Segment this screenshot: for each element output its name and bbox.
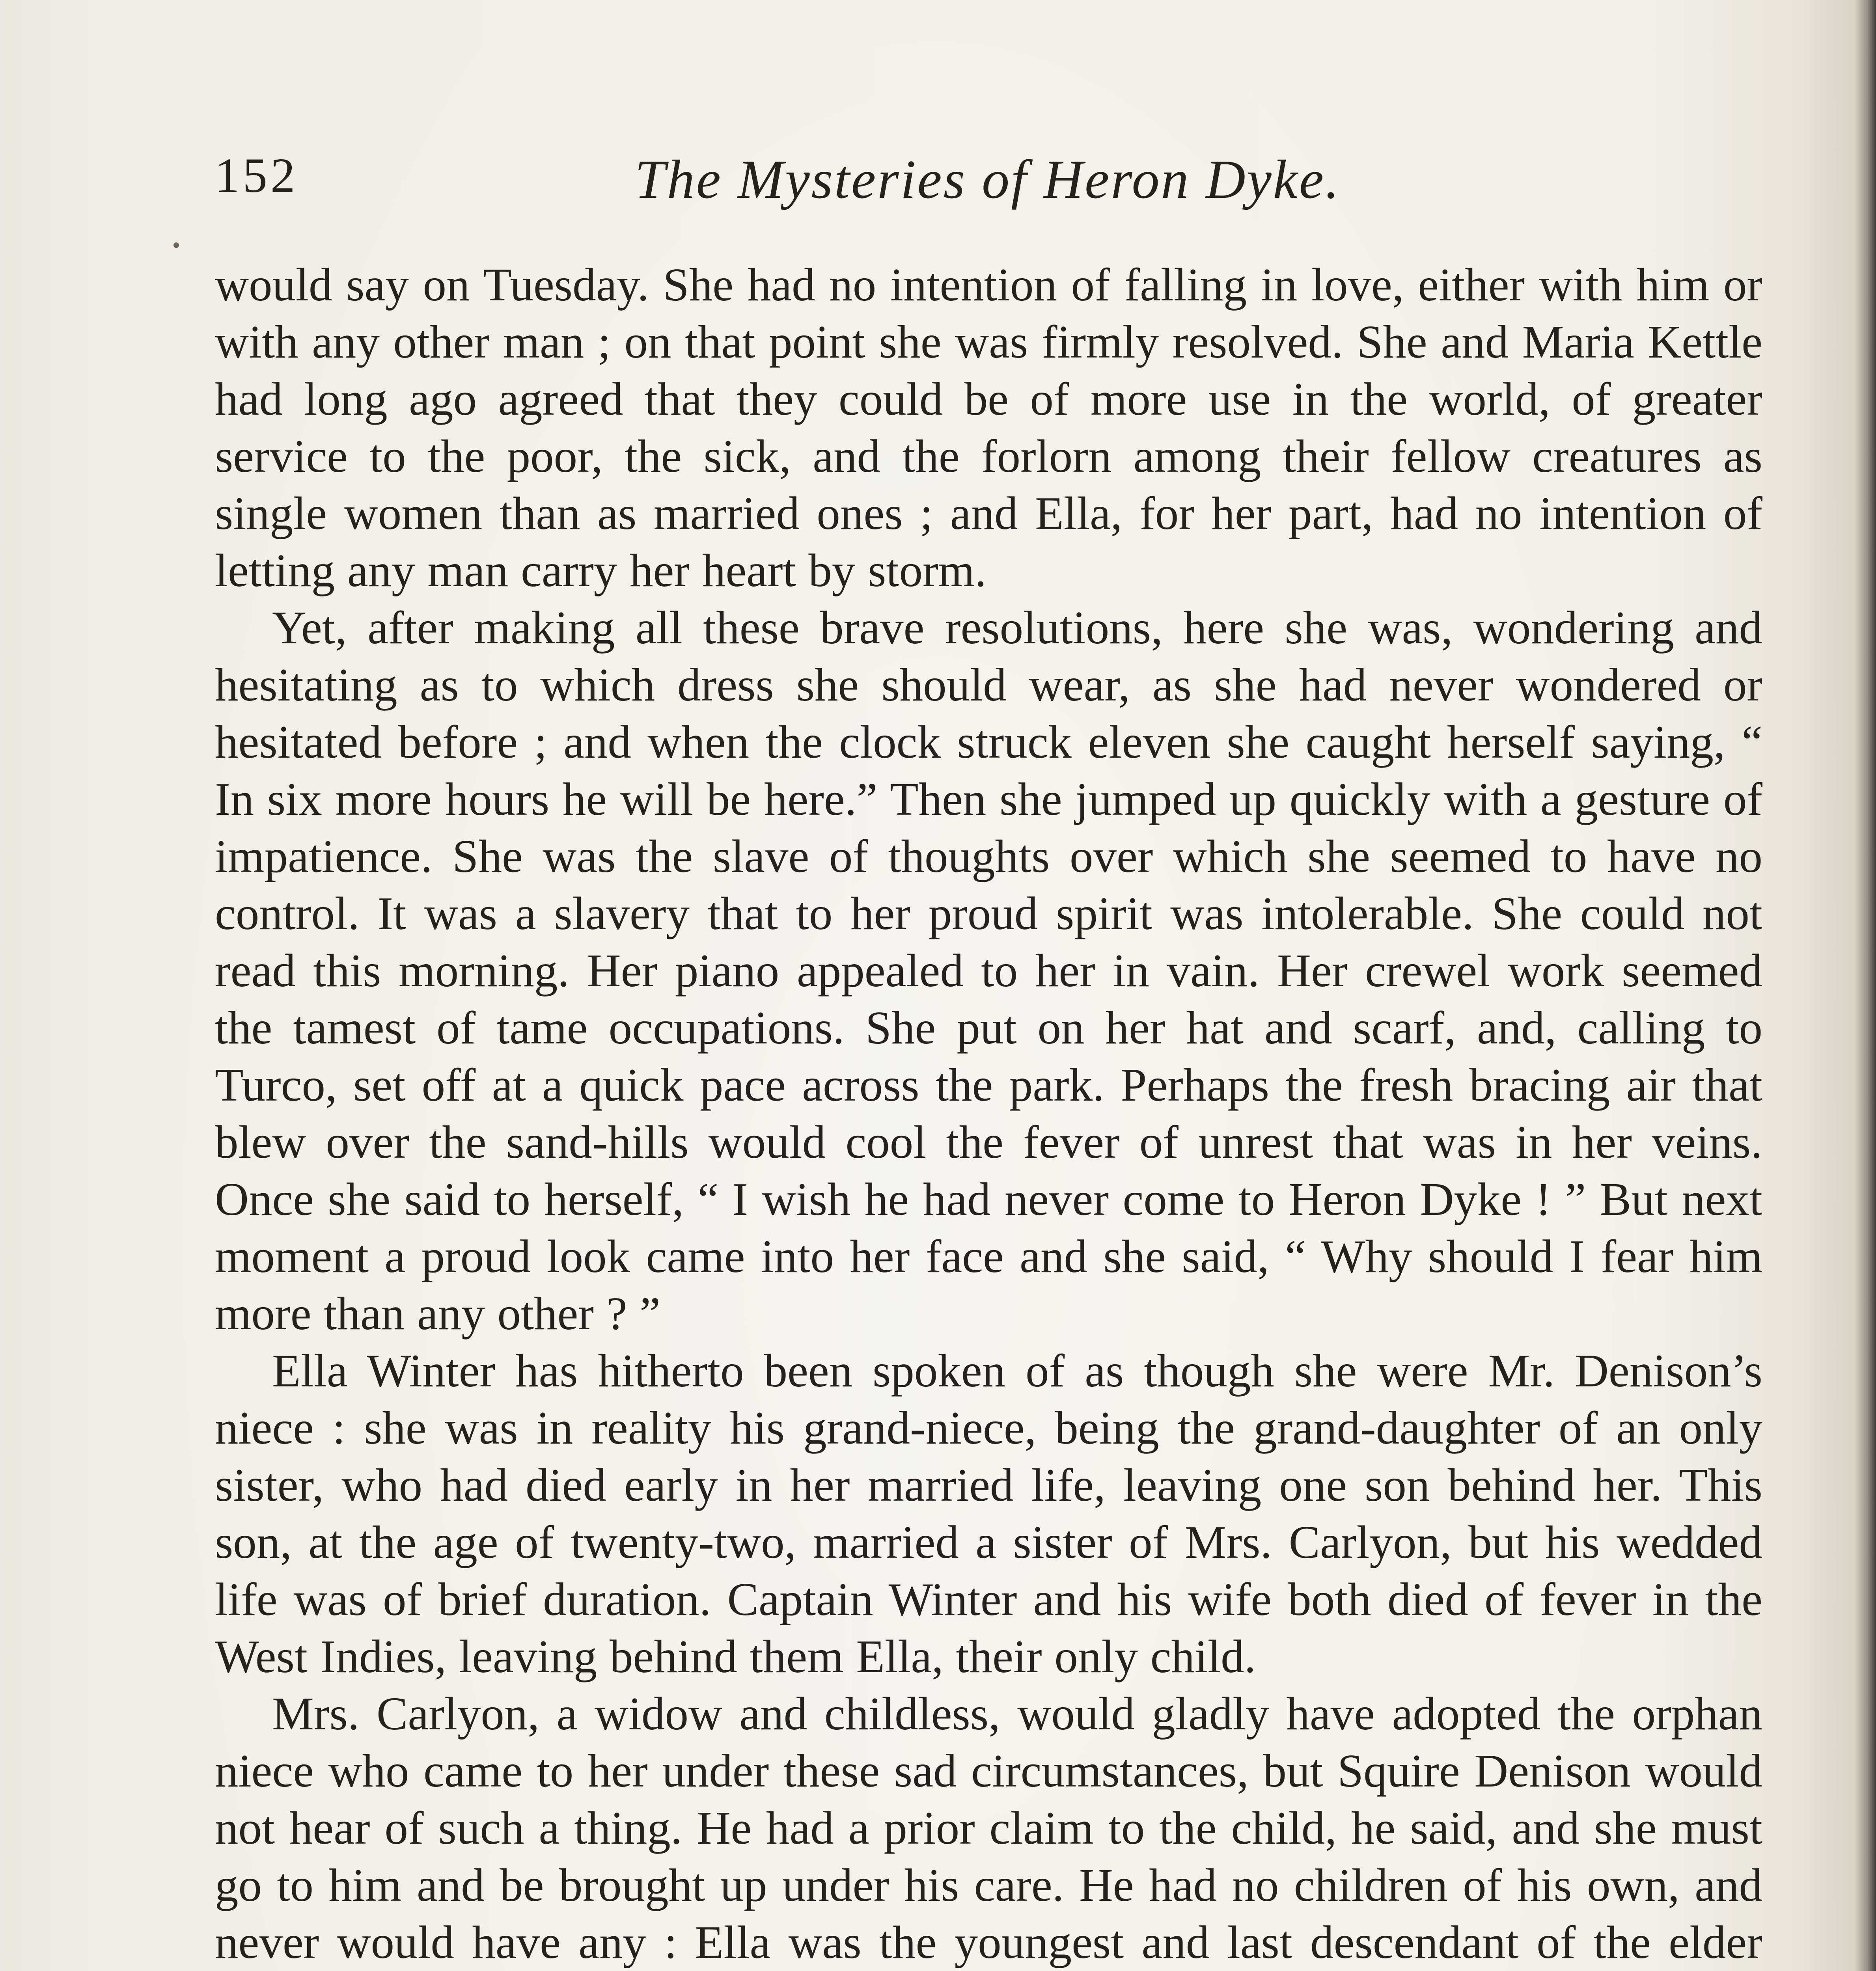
binding-shadow xyxy=(1854,0,1876,1971)
running-title: The Mysteries of Heron Dyke. xyxy=(634,149,1341,210)
paragraph-1: would say on Tuesday. She had no intention of falling in love, either with him or with any other man ; on that point she was firmly resolved. She and Maria Kettle had long ago agreed that they could be of more use in the world, of greater service to the poor, the sick, and the forlorn among their fellow creatures as single women than as married ones ; and Ella, for her part, had no intention of letting any man carry her heart by storm. xyxy=(215,259,1762,596)
paragraph-2: Yet, after making all these brave resolutions, here she was, wondering and hesitating as to which dress she should wear, as she had never wondered or hesitated before ; and when the clock struck eleven she caught herself saying, “ In six more hours he will be here.” Then she jumped up quickly with a gesture of impatience. She was the slave of thoughts over which she seemed to have no control. It was a slavery that to her proud spirit was intolerable. She could not read this morning. Her piano appealed to her in vain. Her crewel work seemed the tamest of tame occupations. She put on her hat and scarf, and, calling to Turco, set off at a quick pace across the park. Perhaps the fresh bracing air that blew over the sand-hills would cool the fever of unrest that was in her veins. Once she said to herself, “ I wish he had never come to Heron Dyke ! ” But next moment a proud look came into her face and she said, “ Why should I fear him more than any other ? ” xyxy=(215,602,1762,1339)
page-number: 152 xyxy=(215,149,298,203)
print-speck xyxy=(173,242,179,248)
running-head xyxy=(215,140,1760,210)
paragraph-4: Mrs. Carlyon, a widow and childless, would gladly have adopted the orphan niece who came to her under these sad circumstances, but Squire Denison would not hear of such a thing. He had a prior claim to the child, he said, and she must go to him and be brought up under his care. He had no children of his own, and never would have any : Ella was the youngest and last descendant of the elder xyxy=(215,1688,1762,1968)
text-column xyxy=(215,256,1762,1971)
paragraph-3: Ella Winter has hitherto been spoken of as though she were Mr. Denison’s niece : she was in reality his grand-niece, being the grand-daughter of an only sister, who had died early in her married life, leaving one son behind her. This son, at the age of twenty-two, married a sister of Mrs. Carlyon, but his wedded life was of brief duration. Captain Winter and his wife both died of fever in the West Indies, leaving behind them Ella, their only child. xyxy=(215,1345,1762,1682)
